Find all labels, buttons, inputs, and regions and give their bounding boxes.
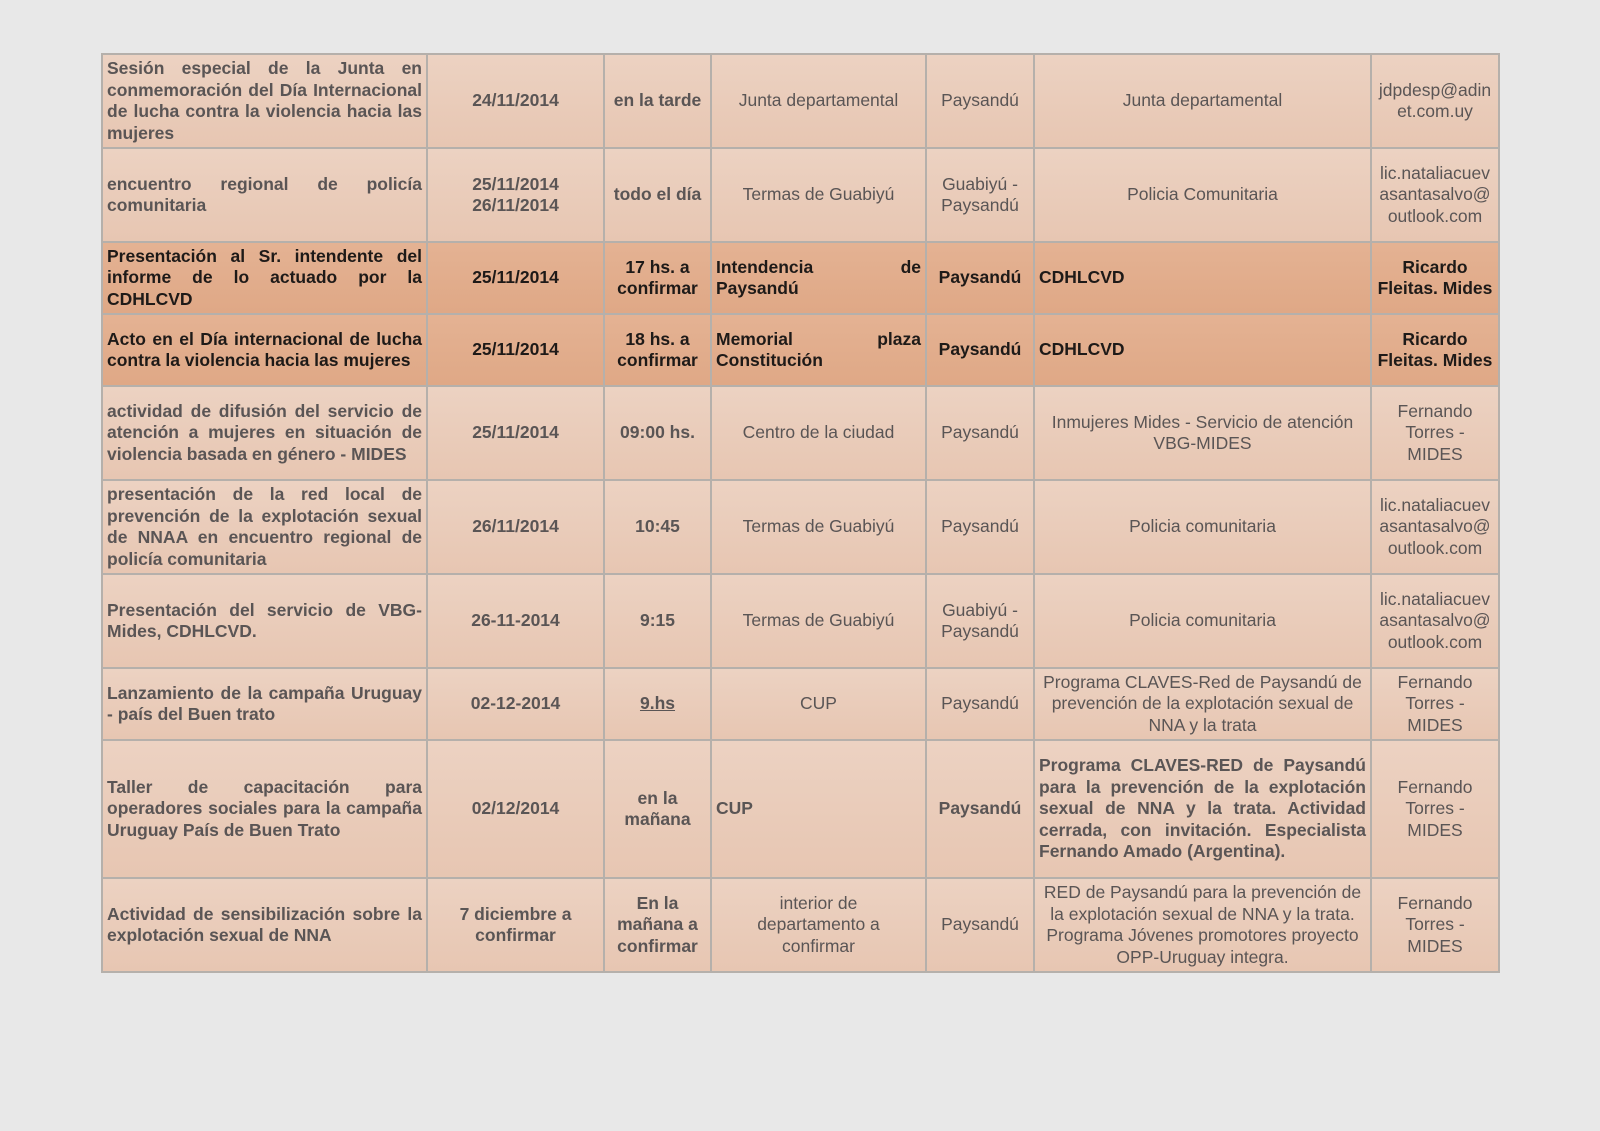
date-cell: 02/12/2014 <box>427 740 604 878</box>
place-cell: interior de departamento a confirmar <box>711 878 926 972</box>
organizer-cell: Policia Comunitaria <box>1034 148 1371 242</box>
place-cell: Junta departamental <box>711 54 926 148</box>
table-row <box>102 386 1499 480</box>
organizer-cell: CDHLCVD <box>1034 242 1371 314</box>
time-cell: 09:00 hs. <box>604 386 711 480</box>
table-row <box>102 54 1499 148</box>
date-cell: 25/11/2014 <box>427 242 604 314</box>
time-cell: en la mañana <box>604 740 711 878</box>
place-cell: Memorial plaza Constitución <box>711 314 926 386</box>
locality-cell: Paysandú <box>926 878 1034 972</box>
time-cell: 18 hs. a confirmar <box>604 314 711 386</box>
organizer-cell: Junta departamental <box>1034 54 1371 148</box>
locality-cell: Paysandú <box>926 386 1034 480</box>
place-cell: Centro de la ciudad <box>711 386 926 480</box>
contact-cell: lic.nataliacuevasantasalvo@outlook.com <box>1371 574 1499 668</box>
activity-cell: Actividad de sensibilización sobre la explotación sexual de NNA <box>102 878 427 972</box>
activity-cell: Presentación del servicio de VBG-Mides, CDHLCVD. <box>102 574 427 668</box>
organizer-cell: RED de Paysandú para la prevención de la explotación sexual de NNA y la trata. Programa Jóvenes promotores proyecto OPP-Uruguay integra. <box>1034 878 1371 972</box>
organizer-cell: Programa CLAVES-RED de Paysandú para la prevención de la explotación sexual de NNA y la trata. Actividad cerrada, con invitación. Especialista Fernando Amado (Argentina). <box>1034 740 1371 878</box>
time-cell: 9:15 <box>604 574 711 668</box>
place-cell: Termas de Guabiyú <box>711 480 926 574</box>
contact-cell: Fernando Torres - MIDES <box>1371 386 1499 480</box>
activity-cell: Sesión especial de la Junta en conmemoración del Día Internacional de lucha contra la violencia hacia las mujeres <box>102 54 427 148</box>
locality-cell: Paysandú <box>926 740 1034 878</box>
time-cell: todo el día <box>604 148 711 242</box>
table-row <box>102 480 1499 574</box>
contact-cell: Fernando Torres - MIDES <box>1371 740 1499 878</box>
date-cell: 26-11-2014 <box>427 574 604 668</box>
time-cell: 10:45 <box>604 480 711 574</box>
contact-cell: lic.nataliacuevasantasalvo@outlook.com <box>1371 480 1499 574</box>
organizer-cell: Policia comunitaria <box>1034 480 1371 574</box>
organizer-cell: CDHLCVD <box>1034 314 1371 386</box>
table-row <box>102 668 1499 740</box>
contact-cell: Ricardo Fleitas. Mides <box>1371 314 1499 386</box>
time-cell: En la mañana a confirmar <box>604 878 711 972</box>
date-cell: 26/11/2014 <box>427 480 604 574</box>
table-row <box>102 314 1499 386</box>
contact-cell: lic.nataliacuevasantasalvo@outlook.com <box>1371 148 1499 242</box>
organizer-cell: Inmujeres Mides - Servicio de atención VBG-MIDES <box>1034 386 1371 480</box>
table-row <box>102 148 1499 242</box>
locality-cell: Guabiyú - Paysandú <box>926 574 1034 668</box>
activity-cell: Presentación al Sr. intendente del informe de lo actuado por la CDHLCVD <box>102 242 427 314</box>
contact-cell: Fernando Torres - MIDES <box>1371 668 1499 740</box>
activity-cell: Taller de capacitación para operadores sociales para la campaña Uruguay País de Buen Trato <box>102 740 427 878</box>
time-cell: 17 hs. a confirmar <box>604 242 711 314</box>
place-cell: Intendencia de Paysandú <box>711 242 926 314</box>
place-cell: CUP <box>711 668 926 740</box>
date-cell: 25/11/2014 26/11/2014 <box>427 148 604 242</box>
contact-cell: Fernando Torres - MIDES <box>1371 878 1499 972</box>
date-cell: 25/11/2014 <box>427 386 604 480</box>
activity-cell: actividad de difusión del servicio de atención a mujeres en situación de violencia basada en género - MIDES <box>102 386 427 480</box>
activity-cell: encuentro regional de policía comunitaria <box>102 148 427 242</box>
locality-cell: Guabiyú - Paysandú <box>926 148 1034 242</box>
locality-cell: Paysandú <box>926 54 1034 148</box>
time-cell: 9.hs <box>604 668 711 740</box>
locality-cell: Paysandú <box>926 668 1034 740</box>
date-cell: 25/11/2014 <box>427 314 604 386</box>
events-table <box>101 53 1500 973</box>
contact-cell: jdpdesp@adinet.com.uy <box>1371 54 1499 148</box>
table-row <box>102 740 1499 878</box>
place-cell: Termas de Guabiyú <box>711 148 926 242</box>
locality-cell: Paysandú <box>926 314 1034 386</box>
organizer-cell: Programa CLAVES-Red de Paysandú de prevención de la explotación sexual de NNA y la trata <box>1034 668 1371 740</box>
place-cell: Termas de Guabiyú <box>711 574 926 668</box>
activity-cell: Lanzamiento de la campaña Uruguay - país del Buen trato <box>102 668 427 740</box>
locality-cell: Paysandú <box>926 242 1034 314</box>
contact-cell: Ricardo Fleitas. Mides <box>1371 242 1499 314</box>
date-cell: 24/11/2014 <box>427 54 604 148</box>
table-row <box>102 878 1499 972</box>
table-row <box>102 242 1499 314</box>
table-row <box>102 574 1499 668</box>
locality-cell: Paysandú <box>926 480 1034 574</box>
date-cell: 02-12-2014 <box>427 668 604 740</box>
time-cell: en la tarde <box>604 54 711 148</box>
activity-cell: Acto en el Día internacional de lucha contra la violencia hacia las mujeres <box>102 314 427 386</box>
activity-cell: presentación de la red local de prevención de la explotación sexual de NNAA en encuentro regional de policía comunitaria <box>102 480 427 574</box>
place-cell: CUP <box>711 740 926 878</box>
organizer-cell: Policia comunitaria <box>1034 574 1371 668</box>
date-cell: 7 diciembre a confirmar <box>427 878 604 972</box>
